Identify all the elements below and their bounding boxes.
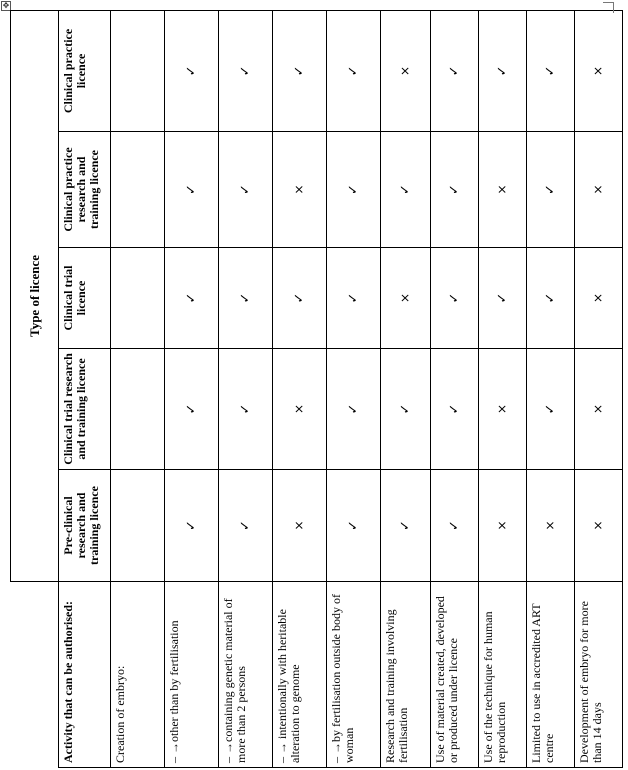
check-mark-icon: ✓: [527, 349, 575, 470]
table-body: [111, 10, 623, 767]
check-mark-icon: ✓: [327, 248, 381, 349]
check-mark-icon: ✓: [165, 470, 219, 582]
table-row: [575, 10, 623, 767]
check-mark-icon: ✓: [431, 132, 479, 248]
check-mark-icon: ✓: [165, 10, 219, 131]
empty-mark-cell: [111, 248, 165, 349]
activity-cell: Creation of embryo:: [111, 582, 165, 768]
activity-cell: Use of material created, developed or produced under licence: [431, 582, 479, 768]
check-mark-icon: ✓: [327, 10, 381, 131]
check-mark-icon: ✓: [479, 10, 527, 131]
type-of-licence-header: Type of licence: [11, 10, 59, 581]
licence-header: Clinical practice licence: [59, 10, 111, 131]
cross-mark-icon: ×: [381, 248, 431, 349]
table-row: [327, 10, 381, 767]
cross-mark-icon: ×: [575, 470, 623, 582]
cross-mark-icon: ×: [575, 10, 623, 131]
check-mark-icon: ✓: [381, 132, 431, 248]
cross-mark-icon: ×: [273, 132, 327, 248]
check-mark-icon: ✓: [165, 248, 219, 349]
activity-cell: Use of the technique for human reproduction: [479, 582, 527, 768]
licence-header: Clinical trial research and training licence: [59, 349, 111, 470]
cross-mark-icon: ×: [575, 248, 623, 349]
empty-mark-cell: [111, 10, 165, 131]
cross-mark-icon: ×: [527, 470, 575, 582]
check-mark-icon: ✓: [273, 10, 327, 131]
cross-mark-icon: ×: [479, 132, 527, 248]
check-mark-icon: ✓: [219, 132, 273, 248]
cross-mark-icon: ×: [575, 132, 623, 248]
check-mark-icon: ✓: [327, 132, 381, 248]
cross-mark-icon: ×: [273, 349, 327, 470]
activity-cell: Development of embryo for more than 14 days: [575, 582, 623, 768]
table-row: [431, 10, 479, 767]
check-mark-icon: ✓: [327, 349, 381, 470]
licence-header: Pre-clinical research and training licence: [59, 470, 111, 582]
activity-cell: – →by fertilisation outside body of woman: [327, 582, 381, 768]
cross-mark-icon: ×: [381, 10, 431, 131]
activity-cell: – →containing genetic material of more than 2 persons: [219, 582, 273, 768]
licence-header: Clinical trial licence: [59, 248, 111, 349]
licence-header: Clinical practice research and training licence: [59, 132, 111, 248]
table-row: [527, 10, 575, 767]
activity-cell: – → intentionally with heritable alteration to genome: [273, 582, 327, 768]
activity-header: Activity that can be authorised:: [59, 582, 111, 768]
check-mark-icon: ✓: [431, 10, 479, 131]
empty-mark-cell: [111, 349, 165, 470]
check-mark-icon: ✓: [431, 248, 479, 349]
check-mark-icon: ✓: [479, 248, 527, 349]
check-mark-icon: ✓: [327, 470, 381, 582]
check-mark-icon: ✓: [527, 10, 575, 131]
check-mark-icon: ✓: [527, 248, 575, 349]
check-mark-icon: ✓: [219, 248, 273, 349]
check-mark-icon: ✓: [273, 248, 327, 349]
empty-mark-cell: [111, 470, 165, 582]
check-mark-icon: ✓: [431, 349, 479, 470]
activity-cell: Research and training involving fertilisation: [381, 582, 431, 768]
table-row: [381, 10, 431, 767]
table-row: [165, 10, 219, 767]
table-row: [111, 10, 165, 767]
cross-mark-icon: ×: [575, 349, 623, 470]
table-row: [219, 10, 273, 767]
page-corner-marker: [603, 2, 614, 13]
check-mark-icon: ✓: [165, 349, 219, 470]
table-move-handle-icon[interactable]: ✥: [2, 1, 10, 10]
cross-mark-icon: ×: [273, 470, 327, 582]
table-row: [273, 10, 327, 767]
check-mark-icon: ✓: [381, 470, 431, 582]
check-mark-icon: ✓: [527, 132, 575, 248]
empty-corner-cell: [11, 582, 59, 768]
activity-cell: – →other than by fertilisation: [165, 582, 219, 768]
check-mark-icon: ✓: [431, 470, 479, 582]
check-mark-icon: ✓: [219, 470, 273, 582]
check-mark-icon: ✓: [165, 132, 219, 248]
cross-mark-icon: ×: [479, 349, 527, 470]
licence-activity-table: [10, 10, 623, 768]
empty-mark-cell: [111, 132, 165, 248]
activity-cell: Limited to use in accredited ART centre: [527, 582, 575, 768]
check-mark-icon: ✓: [219, 10, 273, 131]
check-mark-icon: ✓: [381, 349, 431, 470]
cross-mark-icon: ×: [479, 470, 527, 582]
check-mark-icon: ✓: [219, 349, 273, 470]
table-row: [479, 10, 527, 767]
